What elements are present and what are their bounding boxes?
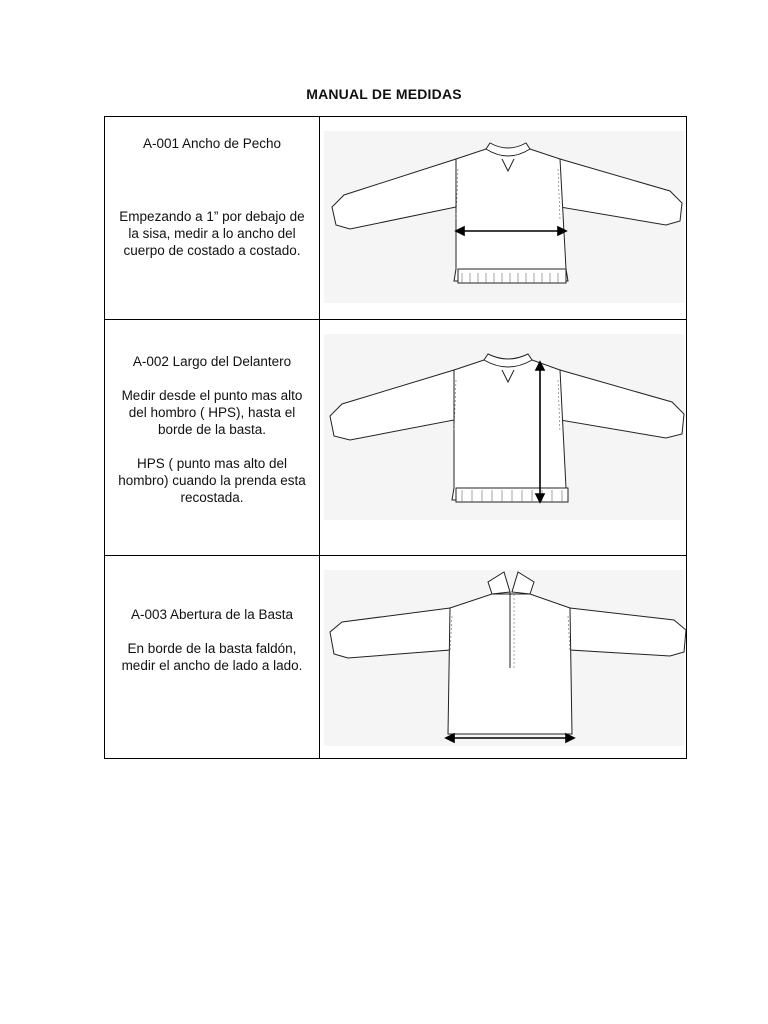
- measurements-table: [104, 116, 687, 759]
- measurement-instructions: En borde de la basta faldón, medir el ancho de lado a lado.: [121, 641, 303, 673]
- page-title: MANUAL DE MEDIDAS: [306, 86, 462, 102]
- table-row: [105, 320, 687, 556]
- measurement-title: A-001 Ancho de Pecho: [142, 136, 282, 151]
- sweater-chest-width-diagram: [320, 129, 686, 319]
- measurement-instructions: Empezando a 1” por debajo de la sisa, medir a lo ancho del cuerpo de costado a costado.: [119, 209, 305, 258]
- illustration-cell: [320, 117, 687, 320]
- measurement-title: A-003 Abertura de la Basta: [130, 607, 294, 622]
- shirt-hem-opening-diagram: [320, 568, 686, 758]
- sweater-front-length-diagram: [320, 332, 686, 532]
- measurement-title: A-002 Largo del Delantero: [132, 354, 292, 369]
- description-cell: [105, 556, 320, 759]
- description-cell: [105, 117, 320, 320]
- measurement-instructions: Medir desde el punto mas alto del hombro ( HPS), hasta el borde de la basta.: [121, 388, 303, 437]
- measurement-note: HPS ( punto mas alto del hombro) cuando la prenda esta recostada.: [118, 456, 306, 505]
- description-cell: [105, 320, 320, 556]
- table-row: [105, 556, 687, 759]
- illustration-cell: [320, 556, 687, 759]
- table-row: [105, 117, 687, 320]
- illustration-cell: [320, 320, 687, 556]
